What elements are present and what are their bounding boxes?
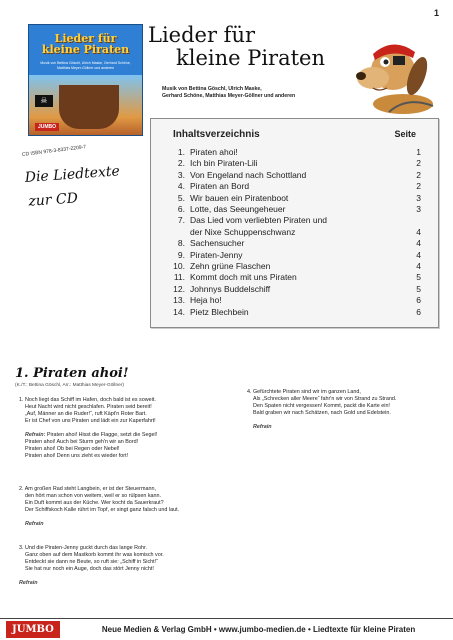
toc-entry-title: Johnnys Buddelschiff: [190, 283, 271, 294]
toc-entry-number: 5.: [177, 192, 185, 203]
toc-entry-title: Das Lied vom verliebten Piraten und: [190, 215, 328, 226]
toc-entry-page: 2: [416, 181, 421, 192]
toc-page-heading: Seite: [394, 129, 416, 139]
toc-entry-page: [407, 215, 421, 226]
toc-entry-title: Zehn grüne Flaschen: [190, 261, 271, 272]
cd-cover-title: [29, 33, 142, 55]
song-title: 1. Piraten ahoi!: [15, 366, 129, 381]
footer-text: Neue Medien & Verlag GmbH • www.jumbo-medien.de • Liedtexte für kleine Piraten: [101, 625, 416, 634]
toc-entry-number: 14.: [173, 306, 185, 317]
toc-entry-page: 6: [416, 295, 421, 306]
toc-entry-title: Von Engeland nach Schottland: [190, 169, 307, 180]
toc-entry-title: Heja ho!: [190, 295, 222, 306]
toc-entry-title: Piraten an Bord: [190, 181, 250, 192]
toc-entry-number: [171, 227, 185, 238]
toc-entry-number: 3.: [177, 169, 185, 180]
verse-line: Den Spaten nicht vergessen! Kommt, packt die Karte ein!: [253, 403, 390, 409]
table-of-contents: [150, 118, 439, 328]
toc-entry-number: 7.: [177, 215, 185, 226]
cd-title-line2: kleine Piraten: [41, 43, 130, 56]
verse-line: Der Schiffskoch Kalle rührt im Topf, er singt ganz falsch und laut.: [25, 507, 180, 513]
toc-entry[interactable]: [171, 307, 421, 318]
cd-isbn: CD ISBN 978-3-8337-2209-7: [21, 144, 87, 158]
toc-entry[interactable]: [171, 193, 421, 204]
toc-entry-number: 12.: [173, 283, 185, 294]
toc-entry-title: Ich bin Piraten-Lili: [190, 158, 258, 169]
page-title-line1: Lieder für: [148, 23, 256, 47]
verse-line: Als „Schrecken aller Meere“ fahr'n wir von Strand zu Strand.: [253, 396, 397, 402]
toc-entry[interactable]: [171, 284, 421, 295]
verse-line: den hört man schon von weitem, weil er so rülpsen kann.: [25, 493, 162, 499]
verse-3: [19, 545, 219, 587]
liedtexte-line2: zur CD: [27, 190, 79, 210]
toc-entry-title: Lotte, das Seeungeheuer: [190, 204, 286, 215]
toc-entry-page: 2: [416, 158, 421, 169]
toc-entry-page: 4: [416, 261, 421, 272]
toc-entry[interactable]: [171, 215, 421, 226]
verse-line: 3. Und die Piraten-Jenny guckt durch das lange Rohr.: [19, 545, 147, 551]
toc-entry-page: 5: [416, 272, 421, 283]
toc-entry-title: Sachensucher: [190, 238, 245, 249]
toc-list: [171, 147, 421, 318]
toc-entry-page: 4: [416, 226, 421, 237]
toc-entry-title: der Nixe Schuppenschwanz: [190, 226, 296, 237]
refrain-label: Refrain: [19, 580, 38, 586]
verse-line: Ein Duft kommt aus der Küche. Wer kocht da Sauerkraut?: [25, 500, 164, 506]
toc-entry[interactable]: [171, 272, 421, 283]
toc-entry-page: 3: [416, 204, 421, 215]
page-title: [148, 24, 325, 70]
toc-entry-number: 8.: [177, 238, 185, 249]
refrain-label: Refrain: [25, 521, 44, 527]
toc-entry-number: 11.: [173, 272, 185, 283]
refrain-first-line: [19, 432, 219, 439]
authors-line2: Gerhard Schöne, Matthias Meyer-Göllner und anderen: [162, 92, 296, 99]
toc-entry[interactable]: [171, 170, 421, 181]
verse-line: Bald graben wir nach Schätzen, nach Gold und Edelstein.: [253, 410, 391, 416]
toc-entry-number: 10.: [173, 261, 185, 272]
song-credit: (K./T.: Bettina Göschl, Arr.: Matthias Meyer-Göllner): [15, 383, 125, 388]
pirate-dog-illustration: [343, 26, 439, 120]
cd-cover-logo: JUMBO: [35, 123, 59, 131]
toc-entry[interactable]: [171, 147, 421, 158]
verse-line: Entdeckt sie dann ne Beute, so ruft sie: „Schiff in Sicht!“: [25, 559, 158, 565]
pirate-ship-icon: [59, 85, 119, 129]
verse-line: 2. Am großen Rad steht Langbein, er ist der Steuermann,: [19, 486, 156, 492]
verse-line: Er ist Chef von uns Piraten und lädt ein zur Kaperfahrt!: [25, 418, 156, 424]
cd-title-line1: Lieder für: [54, 32, 117, 45]
cd-cover-image: [28, 24, 143, 136]
liedtexte-heading: [24, 159, 122, 214]
refrain-label: Refrain:: [25, 432, 46, 438]
toc-entry[interactable]: [171, 181, 421, 192]
toc-entry-number: 2.: [177, 158, 185, 169]
toc-entry-title: Piraten-Jenny: [190, 249, 243, 260]
authors-credit: [162, 86, 295, 99]
verse-1: [19, 397, 219, 460]
refrain-label: Refrain: [253, 424, 272, 430]
toc-entry-page: 6: [416, 306, 421, 317]
toc-entry-title: Piraten ahoi!: [190, 147, 238, 157]
jumbo-logo: JUMBO: [6, 621, 60, 638]
toc-heading: Inhaltsverzeichnis: [173, 129, 260, 140]
refrain-line: Piraten ahoi! Ob bei Regen oder Nebel!: [25, 446, 120, 452]
refrain-line: Piraten ahoi! Hisst die Flagge, setzt die Segel!: [46, 432, 158, 438]
verse-line: „Auf, Männer an die Ruder!“, ruft Käpt'n Roter Bart.: [25, 411, 147, 417]
toc-entry[interactable]: [171, 261, 421, 272]
toc-entry-title: Wir bauen ein Piratenboot: [190, 192, 289, 203]
verse-line: Sie hat nur noch ein Auge, doch das stört Jenny nicht!: [25, 566, 154, 572]
refrain-line: Piraten ahoi! Denn uns zieht es wieder fort!: [25, 453, 129, 459]
page-number: 1: [433, 8, 439, 18]
authors-line1: Musik von Bettina Göschl, Ulrich Maske,: [162, 86, 262, 92]
toc-entry-number: 1.: [177, 147, 185, 157]
toc-entry-page: 2: [416, 169, 421, 180]
toc-entry-page: 5: [416, 283, 421, 294]
verse-line: Ganz oben auf dem Mastkorb kommt ihr was komisch vor.: [25, 552, 164, 558]
cd-cover-subtitle: Musik von Bettina Göschl, Ulrich Maske, Gerhard Schöne, Matthias Meyer-Göllner und anderen: [40, 61, 131, 70]
verse-line: 1. Noch liegt das Schiff im Hafen, doch bald ist es soweit.: [19, 397, 156, 403]
toc-entry-number: 13.: [173, 295, 185, 306]
toc-entry-title: Pietz Blechbein: [190, 306, 249, 317]
verse-line: 4. Gefürchtete Piraten sind wir im ganzen Land,: [247, 389, 361, 395]
page-footer: [0, 618, 453, 640]
refrain-line: Piraten ahoi! Auch bei Sturm geh'n wir an Bord!: [25, 439, 139, 445]
toc-entry[interactable]: [171, 227, 421, 238]
skull-flag-icon: ☠: [35, 95, 53, 107]
toc-entry-title: Kommt doch mit uns Piraten: [190, 272, 297, 283]
toc-entry[interactable]: [171, 250, 421, 261]
toc-entry-page: 3: [416, 192, 421, 203]
liedtexte-line1: Die Liedtexte: [24, 163, 121, 186]
toc-entry-number: 6.: [177, 204, 185, 215]
toc-entry-page: 4: [416, 238, 421, 249]
toc-entry[interactable]: [171, 238, 421, 249]
toc-entry-page: 1: [416, 147, 421, 157]
toc-entry-page: 4: [416, 249, 421, 260]
toc-entry-number: 4.: [177, 181, 185, 192]
toc-entry[interactable]: [171, 158, 421, 169]
toc-entry[interactable]: [171, 295, 421, 306]
verse-2: [19, 486, 234, 528]
toc-entry-number: 9.: [177, 249, 185, 260]
verse-4: [247, 389, 447, 431]
toc-entry[interactable]: [171, 204, 421, 215]
verse-line: Heut Nacht wird nicht geschlafen. Piraten seid bereit!: [25, 404, 152, 410]
page-title-line2: kleine Piraten: [176, 46, 326, 70]
